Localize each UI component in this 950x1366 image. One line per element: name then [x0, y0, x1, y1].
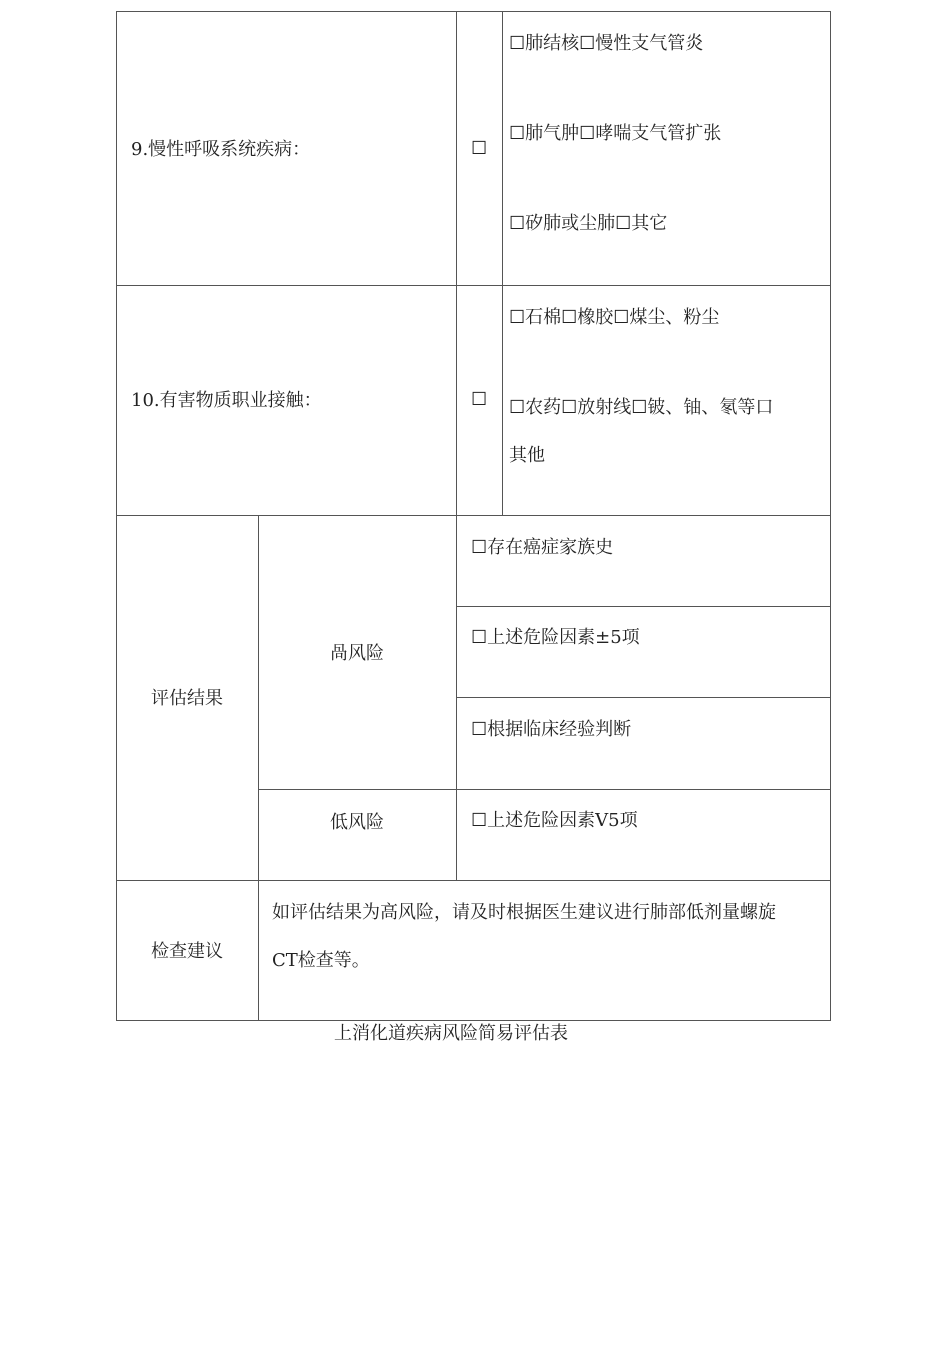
advice-line-1: 如评估结果为高风险，请及时根据医生建议进行肺部低剂量螺旋: [272, 902, 776, 923]
next-table-title: 上消化道疾病风险简易评估表: [334, 1023, 568, 1044]
row9-option-2[interactable]: ☐肺气肿☐哮喘支气管扩张: [509, 123, 722, 144]
row10-option-2[interactable]: ☐农药☐放射线☐铍、铀、氡等口: [509, 397, 774, 418]
row10-option-1[interactable]: ☐石棉☐橡胶☐煤尘、粉尘: [509, 307, 720, 328]
high-risk-item-3[interactable]: ☐根据临床经验判断: [471, 719, 632, 740]
row9-option-3[interactable]: ☐矽肺或尘肺☐其它: [509, 213, 668, 234]
row10-checkbox[interactable]: ☐: [471, 389, 488, 410]
row9-checkbox[interactable]: ☐: [471, 138, 488, 159]
assessment-label: 评估结果: [151, 688, 223, 709]
high-risk-label: 咼风险: [330, 643, 384, 664]
row9-label: 9.慢性呼吸系统疾病：: [131, 139, 311, 160]
high-risk-item-2[interactable]: ☐上述危险因素±5项: [471, 627, 640, 648]
advice-line-2: CT检查等。: [272, 950, 370, 971]
row10-option-3: 其他: [509, 445, 545, 466]
advice-label: 检查建议: [151, 941, 223, 962]
row10-label: 10.有害物质职业接触：: [131, 390, 322, 411]
row9-option-1[interactable]: ☐肺结核☐慢性支气管炎: [509, 33, 704, 54]
high-risk-item-1[interactable]: ☐存在癌症家族史: [471, 537, 614, 558]
low-risk-label: 低风险: [330, 812, 384, 833]
low-risk-item-1[interactable]: ☐上述危险因素V5项: [471, 810, 638, 831]
